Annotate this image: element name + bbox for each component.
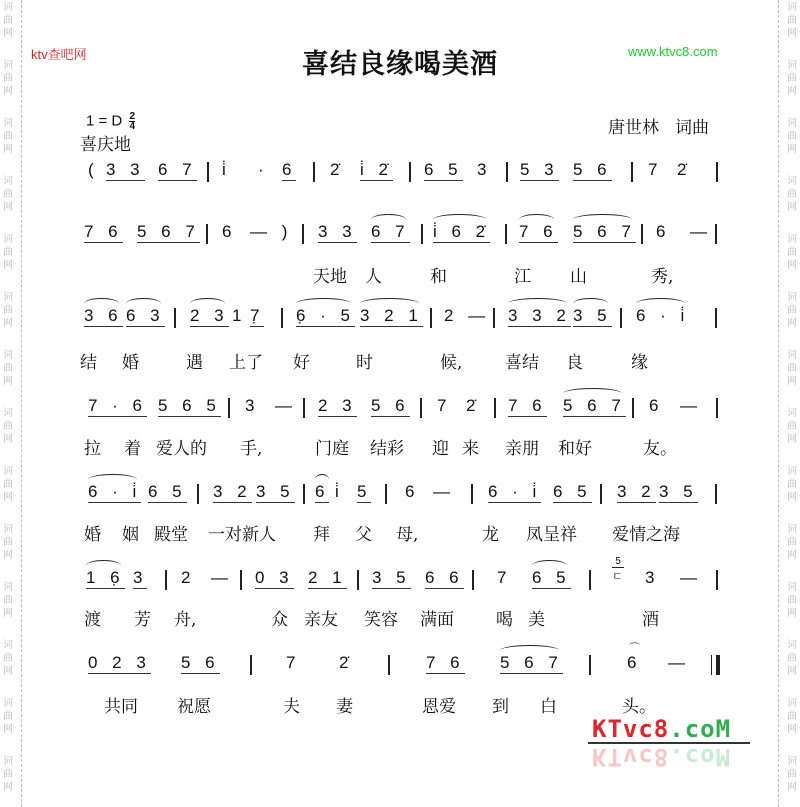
- note-group: 5: [357, 482, 372, 501]
- note-group: 3 3 2: [508, 306, 571, 325]
- lyric-word: 人: [365, 267, 382, 287]
- note-group: 6: [656, 222, 671, 241]
- watermark-text: 词 曲 网: [3, 756, 13, 793]
- note-group: 1: [232, 306, 247, 325]
- grace-note: 5 ㄷ: [612, 556, 623, 583]
- barline: [600, 484, 602, 504]
- barline: [420, 398, 422, 418]
- note-group: 2̇: [339, 653, 354, 672]
- note-group: 3 6: [84, 306, 123, 325]
- site-url-link[interactable]: www.ktvc8.com: [628, 44, 718, 59]
- note-group: 3: [245, 396, 260, 415]
- lyric-word: 天地: [313, 267, 347, 287]
- note-group: 6 7: [158, 160, 197, 179]
- time-signature: [129, 112, 135, 131]
- lyric-word: 美: [528, 610, 545, 630]
- key-label: 1 = D: [86, 112, 123, 130]
- barline: [357, 570, 359, 590]
- note-group: i̇ 2̇: [360, 160, 393, 179]
- lyric-word: 一对新人: [208, 525, 276, 545]
- lyric-word: 共同: [104, 697, 138, 717]
- watermark-text: 词 曲 网: [3, 118, 13, 155]
- note-group: 2̇: [677, 160, 692, 179]
- lyrics-line: [0, 262, 800, 288]
- barline: [197, 484, 199, 504]
- note-group: 6 7: [371, 222, 410, 241]
- watermark-text: 词 曲 网: [3, 466, 13, 503]
- barline: [303, 484, 305, 504]
- lyric-word: 婚: [84, 525, 101, 545]
- note-group: —: [211, 568, 233, 587]
- note-group: 7: [286, 653, 301, 672]
- lyric-word: 满面: [420, 610, 454, 630]
- barline: [715, 308, 717, 328]
- watermark-text: 词 曲 网: [787, 408, 797, 445]
- note-group: 2̇: [466, 396, 481, 415]
- lyric-word: 拜: [313, 525, 330, 545]
- lyrics-line: [0, 348, 800, 374]
- barline: [207, 162, 209, 182]
- note-group: 2: [181, 568, 196, 587]
- lyrics-line: [0, 520, 800, 546]
- lyric-word: 姻: [122, 525, 139, 545]
- lyric-word: 母,: [396, 525, 419, 545]
- slur-mark: [573, 298, 608, 309]
- watermark-text: 词 曲 网: [787, 2, 797, 39]
- note-group: 2̇: [330, 160, 345, 179]
- lyric-word: 亲朋: [505, 439, 539, 459]
- slur-mark: [500, 645, 559, 656]
- watermark-text: 词 曲 网: [3, 408, 13, 445]
- fermata-icon: ⌒: [629, 642, 640, 655]
- watermark-text: 词 曲 网: [787, 756, 797, 793]
- note-group: 6 5: [553, 482, 592, 501]
- note-group: 6: [282, 160, 297, 179]
- barline: [716, 398, 718, 418]
- lyric-word: 友。: [643, 439, 677, 459]
- lyric-word: 迎: [432, 439, 449, 459]
- note-group: 6: [315, 482, 330, 501]
- note-group: 3: [645, 568, 660, 587]
- watermark-text: 词 曲 网: [787, 698, 797, 735]
- slur-mark: [126, 298, 161, 309]
- slur-mark: [315, 474, 329, 485]
- key-signature: [86, 112, 135, 131]
- lyric-word: 妻: [336, 697, 353, 717]
- lyric-word: 秀,: [651, 267, 674, 287]
- note-group: 7 6: [519, 222, 558, 241]
- watermark-text: 词 曲 网: [787, 176, 797, 213]
- slur-mark: [563, 388, 622, 399]
- note-group: 7: [497, 568, 512, 587]
- note-group: 6: [222, 222, 237, 241]
- note-group: 6̣ · 5: [296, 306, 356, 325]
- note-group: 6 5: [532, 568, 571, 587]
- watermark-text: 词 曲 网: [3, 292, 13, 329]
- lyric-word: 白: [540, 697, 557, 717]
- notation-line: [0, 482, 800, 512]
- note-group: i̇: [222, 160, 231, 179]
- note-group: 7 · 6: [88, 396, 148, 415]
- watermark-text: 词 曲 网: [3, 2, 13, 39]
- note-group: 6 · i̇: [636, 306, 690, 325]
- author-name: 唐世林: [608, 118, 659, 138]
- watermark-text: 词 曲 网: [3, 350, 13, 387]
- notation-line: [0, 642, 800, 683]
- slur-mark: [519, 214, 554, 225]
- note-group: 7: [437, 396, 452, 415]
- note-group: —: [680, 568, 702, 587]
- watermark-text: 词 曲 网: [787, 234, 797, 271]
- note-group: 6 · i̇: [88, 482, 142, 501]
- barline: [471, 484, 473, 504]
- watermark-text: 词 曲 网: [3, 582, 13, 619]
- watermark-text: 词 曲 网: [787, 292, 797, 329]
- note-group: 3 2: [213, 482, 252, 501]
- barline: [281, 308, 283, 328]
- slur-mark: [573, 214, 632, 225]
- note-group: 5 6: [371, 396, 410, 415]
- logo-text: KTvc8.coM: [592, 715, 732, 743]
- watermark-text: 词 曲 网: [787, 60, 797, 97]
- note-group: — ): [250, 222, 293, 241]
- note-group: 5 6: [181, 653, 220, 672]
- watermark-text: 词 曲 网: [787, 350, 797, 387]
- lyric-word: 恩爱: [422, 697, 456, 717]
- notation-line: [0, 160, 800, 190]
- note-group: 0 3: [255, 568, 294, 587]
- barline: [589, 655, 591, 675]
- watermark-text: 词 曲 网: [787, 582, 797, 619]
- note-group: —: [668, 653, 690, 672]
- lyric-word: 遇: [186, 353, 203, 373]
- note-group: 1 6̣: [86, 568, 125, 587]
- barline: [716, 570, 718, 590]
- note-group: 3 3: [106, 160, 145, 179]
- lyric-word: 良: [566, 353, 583, 373]
- note-group: 2 1: [308, 568, 347, 587]
- lyric-word: 喜结: [505, 353, 539, 373]
- lyric-word: 和好: [558, 439, 592, 459]
- note-group: 7 6: [426, 653, 465, 672]
- slur-mark: [371, 214, 406, 225]
- note-group: 3 2: [617, 482, 656, 501]
- note-group: 6 5: [424, 160, 463, 179]
- lyric-word: 芳: [134, 610, 151, 630]
- notation-line: [0, 306, 800, 336]
- time-sig-numerator: 2: [129, 111, 136, 122]
- slur-mark: [86, 560, 121, 571]
- lyric-word: 结彩: [370, 439, 404, 459]
- note-group: 5 6 7: [500, 653, 563, 672]
- slur-mark: [360, 298, 419, 309]
- watermark-text: 词 曲 网: [787, 118, 797, 155]
- lyric-word: 婚: [122, 353, 139, 373]
- note-group: 7 6: [508, 396, 547, 415]
- lyric-word: 渡: [84, 610, 101, 630]
- barline: [240, 570, 242, 590]
- lyric-word: 爱人的: [156, 439, 207, 459]
- barline: [494, 398, 496, 418]
- barline: [715, 224, 717, 244]
- lyric-word: 结: [80, 353, 97, 373]
- author-credit: [608, 113, 709, 138]
- lyric-word: 拉: [84, 439, 101, 459]
- lyric-word: 头。: [622, 697, 656, 717]
- note-group: 3 5: [659, 482, 698, 501]
- watermark-text: 词 曲 网: [787, 466, 797, 503]
- lyric-word: 和: [430, 267, 447, 287]
- note-group: 3 5: [573, 306, 612, 325]
- time-sig-denominator: 4: [129, 121, 136, 132]
- lyric-word: 父: [355, 525, 372, 545]
- watermark-text: 词 曲 网: [3, 698, 13, 735]
- note-group: 7̣: [250, 306, 265, 325]
- barline: [505, 224, 507, 244]
- lyric-word: 亲友: [304, 610, 338, 630]
- slur-mark: [532, 560, 567, 571]
- note-group: ·: [258, 160, 269, 179]
- song-title: 喜结良缘喝美酒: [302, 49, 498, 80]
- barline: [715, 484, 717, 504]
- barline: [385, 484, 387, 504]
- lyric-word: 手,: [240, 439, 263, 459]
- note-group: 0 2 3: [88, 653, 151, 672]
- lyric-word: 到: [492, 697, 509, 717]
- watermark-text: 词 曲 网: [787, 640, 797, 677]
- barline: [303, 398, 305, 418]
- barline: [631, 162, 633, 182]
- note-group: 5 3: [520, 160, 559, 179]
- note-group: 6: [627, 653, 642, 672]
- lyric-word: 笑容: [364, 610, 398, 630]
- note-group: 6: [649, 396, 664, 415]
- note-group: (: [88, 160, 99, 179]
- note-group: 6: [405, 482, 420, 501]
- barline: [250, 655, 252, 675]
- watermark-text: 词 曲 网: [3, 640, 13, 677]
- lyric-word: 来: [462, 439, 479, 459]
- watermark-text: 词 曲 网: [3, 60, 13, 97]
- site-name-link[interactable]: ktv查吧网: [31, 47, 87, 62]
- note-group: 3: [133, 568, 148, 587]
- barline: [206, 224, 208, 244]
- lyric-word: 山: [570, 267, 587, 287]
- lyric-word: 时: [356, 353, 373, 373]
- lyric-word: 爱情之海: [612, 525, 680, 545]
- note-group: 2 3: [190, 306, 229, 325]
- lyric-word: 夫: [283, 697, 300, 717]
- slur-mark: [296, 298, 351, 309]
- slur-mark: [508, 298, 567, 309]
- barline: [632, 398, 634, 418]
- note-group: i̇ 6 2̇: [433, 222, 491, 241]
- note-group: 3: [477, 160, 492, 179]
- barline: [228, 398, 230, 418]
- note-group: —: [680, 396, 702, 415]
- slur-mark: [636, 298, 685, 309]
- author-role: 词曲: [675, 118, 709, 138]
- note-group: i̇: [335, 482, 344, 501]
- note-group: 7 6: [84, 222, 123, 241]
- barline: [302, 224, 304, 244]
- tempo-marking: 喜庆地: [80, 135, 131, 155]
- slur-mark: [84, 298, 119, 309]
- barline: [589, 570, 591, 590]
- note-group: 3 2 1: [360, 306, 423, 325]
- note-group: 6 5: [148, 482, 187, 501]
- barline: [388, 655, 390, 675]
- lyric-word: 龙: [482, 525, 499, 545]
- lyric-word: 殿堂: [154, 525, 188, 545]
- note-group: 6 6: [425, 568, 464, 587]
- lyrics-line: [0, 605, 800, 631]
- barline: [493, 308, 495, 328]
- watermark-text: 词 曲 网: [3, 524, 13, 561]
- barline: [641, 224, 643, 244]
- lyrics-line: [0, 434, 800, 460]
- slur-mark: [190, 298, 225, 309]
- note-group: —: [275, 396, 297, 415]
- lyric-word: 舟,: [174, 610, 197, 630]
- note-group: 6 · i̇: [488, 482, 542, 501]
- watermark-text: 词 曲 网: [3, 176, 13, 213]
- note-group: —: [690, 222, 712, 241]
- note-group: 3 5: [372, 568, 411, 587]
- logo-reflection: KTvc8.coM: [592, 743, 732, 771]
- note-group: 5 6: [573, 160, 612, 179]
- watermark-text: 词 曲 网: [787, 524, 797, 561]
- lyric-word: 喝: [496, 610, 513, 630]
- lyric-word: 候,: [440, 353, 463, 373]
- final-barline: [716, 655, 720, 675]
- note-group: 3 5: [256, 482, 295, 501]
- lyric-word: 门庭: [315, 439, 349, 459]
- lyric-word: 缘: [631, 353, 648, 373]
- note-group: 6 3: [126, 306, 165, 325]
- lyric-word: 祝愿: [177, 697, 211, 717]
- barline: [620, 308, 622, 328]
- barline: [421, 224, 423, 244]
- barline: [174, 308, 176, 328]
- note-group: 7: [648, 160, 663, 179]
- notation-line: [0, 222, 800, 252]
- lyric-word: 众: [271, 610, 288, 630]
- barline: [313, 162, 315, 182]
- note-group: 2 3: [318, 396, 357, 415]
- note-group: 5 6 5: [158, 396, 221, 415]
- slur-mark: [433, 214, 486, 225]
- barline: [506, 162, 508, 182]
- lyric-word: 着: [124, 439, 141, 459]
- lyric-word: 酒: [642, 610, 659, 630]
- barline: [711, 655, 712, 675]
- barline: [472, 570, 474, 590]
- note-group: 2 —: [444, 306, 491, 325]
- ktvc8-logo: [592, 716, 742, 770]
- barline: [430, 308, 432, 328]
- barline: [165, 570, 167, 590]
- note-group: 5 6 7: [137, 222, 200, 241]
- note-group: —: [433, 482, 455, 501]
- barline: [409, 162, 411, 182]
- barline: [716, 162, 718, 182]
- lyric-word: 上了: [229, 353, 263, 373]
- notation-line: [0, 396, 800, 426]
- note-group: 5 6 7: [573, 222, 636, 241]
- lyric-word: 好: [293, 353, 310, 373]
- lyric-word: 凤呈祥: [526, 525, 577, 545]
- watermark-text: 词 曲 网: [3, 234, 13, 271]
- note-group: 3 3: [318, 222, 357, 241]
- lyric-word: 江: [514, 267, 531, 287]
- note-group: 5 6 7: [563, 396, 626, 415]
- notation-line: [0, 556, 800, 598]
- slur-mark: [88, 474, 137, 485]
